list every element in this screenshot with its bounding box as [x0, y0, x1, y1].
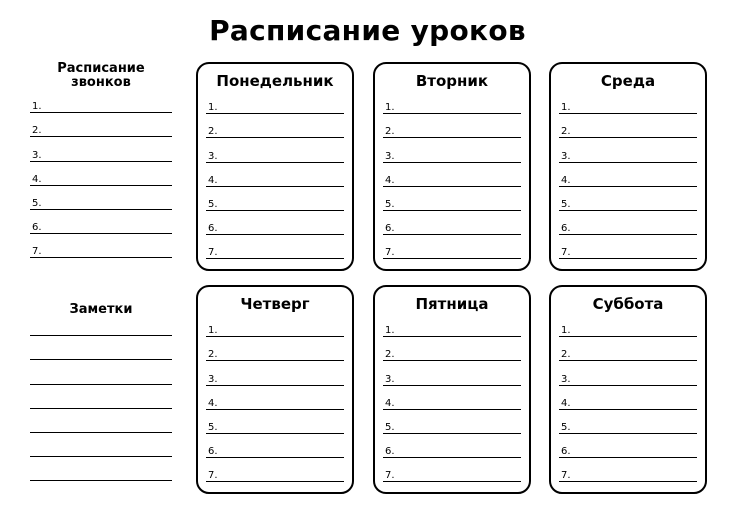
lesson-number: 1. [385, 325, 395, 337]
lesson-number: 7. [385, 470, 395, 482]
bell-line-number: 2. [32, 125, 42, 137]
lesson-line-7[interactable] [206, 235, 344, 259]
lesson-number: 1. [561, 325, 571, 337]
bell-line-number: 3. [32, 149, 42, 161]
lesson-line-1[interactable] [559, 90, 697, 114]
lesson-line-4[interactable] [559, 386, 697, 410]
lesson-number: 7. [561, 247, 571, 259]
notes-line[interactable] [30, 433, 172, 457]
lesson-number: 1. [385, 102, 395, 114]
lesson-lines [559, 313, 697, 482]
lesson-line-6[interactable] [383, 434, 521, 458]
notes-line[interactable] [30, 457, 172, 481]
lesson-line-3[interactable] [206, 138, 344, 162]
lesson-line-4[interactable] [559, 163, 697, 187]
day-card-monday [196, 62, 354, 271]
lesson-number: 4. [208, 397, 218, 409]
lesson-number: 1. [208, 102, 218, 114]
bell-line-5[interactable] [30, 186, 172, 210]
lesson-line-5[interactable] [206, 410, 344, 434]
day-title: Среда [600, 72, 656, 90]
lesson-line-3[interactable] [206, 361, 344, 385]
lesson-line-6[interactable] [559, 211, 697, 235]
lesson-number: 3. [561, 373, 571, 385]
lesson-line-1[interactable] [559, 313, 697, 337]
lesson-number: 5. [208, 198, 218, 210]
lesson-line-1[interactable] [206, 313, 344, 337]
day-card-thursday [196, 285, 354, 494]
lesson-number: 6. [385, 446, 395, 458]
lesson-number: 6. [385, 223, 395, 235]
lesson-lines [383, 313, 521, 482]
bell-line-number: 4. [32, 173, 42, 185]
lesson-line-5[interactable] [383, 410, 521, 434]
lesson-number: 3. [561, 150, 571, 162]
lesson-lines [206, 313, 344, 482]
day-card-saturday [549, 285, 707, 494]
lesson-number: 6. [561, 446, 571, 458]
lesson-lines [206, 90, 344, 259]
lesson-line-4[interactable] [383, 163, 521, 187]
bell-schedule-lines [30, 89, 172, 258]
lesson-number: 6. [208, 446, 218, 458]
lesson-number: 1. [561, 102, 571, 114]
bell-line-7[interactable] [30, 234, 172, 258]
lesson-line-1[interactable] [383, 90, 521, 114]
day-card-friday [373, 285, 531, 494]
lesson-number: 2. [208, 349, 218, 361]
day-card-wednesday [549, 62, 707, 271]
lesson-line-5[interactable] [206, 187, 344, 211]
lesson-number: 6. [208, 223, 218, 235]
lesson-line-4[interactable] [206, 163, 344, 187]
lesson-number: 2. [208, 126, 218, 138]
lesson-number: 5. [208, 421, 218, 433]
page-title: Расписание уроков [209, 14, 526, 47]
day-title: Пятница [415, 295, 489, 313]
notes-line[interactable] [30, 336, 172, 360]
bell-line-1[interactable] [30, 89, 172, 113]
lesson-number: 4. [561, 397, 571, 409]
day-title: Вторник [415, 72, 489, 90]
notes-line[interactable] [30, 360, 172, 384]
lesson-line-6[interactable] [559, 434, 697, 458]
bell-line-number: 1. [32, 101, 42, 113]
lesson-lines [559, 90, 697, 259]
lesson-line-7[interactable] [559, 458, 697, 482]
bell-line-6[interactable] [30, 210, 172, 234]
lesson-number: 5. [385, 421, 395, 433]
lesson-number: 6. [561, 223, 571, 235]
lesson-number: 3. [208, 150, 218, 162]
notes-line[interactable] [30, 385, 172, 409]
lesson-number: 4. [385, 397, 395, 409]
lesson-lines [383, 90, 521, 259]
bell-line-number: 6. [32, 222, 42, 234]
lesson-line-1[interactable] [383, 313, 521, 337]
lesson-number: 2. [561, 126, 571, 138]
day-title: Суббота [592, 295, 664, 313]
lesson-line-2[interactable] [206, 114, 344, 138]
bell-schedule-heading-line2: звонков [71, 75, 131, 90]
lesson-line-2[interactable] [383, 114, 521, 138]
lesson-line-6[interactable] [206, 434, 344, 458]
lesson-line-7[interactable] [559, 235, 697, 259]
bell-schedule-heading-line1: Расписание [57, 61, 145, 76]
lesson-line-6[interactable] [383, 211, 521, 235]
lesson-number: 3. [208, 373, 218, 385]
notes-line[interactable] [30, 312, 172, 336]
day-title: Понедельник [216, 72, 334, 90]
lesson-number: 3. [385, 150, 395, 162]
notes-line[interactable] [30, 409, 172, 433]
notes-lines [30, 312, 172, 481]
lesson-number: 5. [561, 198, 571, 210]
bell-line-4[interactable] [30, 162, 172, 186]
day-title: Четверг [240, 295, 310, 313]
lesson-number: 5. [561, 421, 571, 433]
day-card-tuesday [373, 62, 531, 271]
lesson-number: 4. [385, 174, 395, 186]
lesson-number: 7. [561, 470, 571, 482]
bell-line-number: 7. [32, 246, 42, 258]
lesson-line-3[interactable] [559, 361, 697, 385]
lesson-line-3[interactable] [559, 138, 697, 162]
lesson-line-2[interactable] [559, 337, 697, 361]
lesson-number: 3. [385, 373, 395, 385]
lesson-number: 1. [208, 325, 218, 337]
lesson-number: 7. [385, 247, 395, 259]
bell-schedule-heading [40, 62, 162, 90]
notes-heading: Заметки [69, 302, 133, 317]
lesson-number: 2. [561, 349, 571, 361]
bell-line-2[interactable] [30, 113, 172, 137]
lesson-line-6[interactable] [206, 211, 344, 235]
lesson-line-2[interactable] [206, 337, 344, 361]
lesson-line-4[interactable] [383, 386, 521, 410]
lesson-line-3[interactable] [383, 361, 521, 385]
lesson-line-7[interactable] [383, 458, 521, 482]
lesson-line-4[interactable] [206, 386, 344, 410]
lesson-number: 4. [208, 174, 218, 186]
lesson-number: 2. [385, 126, 395, 138]
lesson-line-1[interactable] [206, 90, 344, 114]
lesson-number: 7. [208, 247, 218, 259]
lesson-line-5[interactable] [559, 410, 697, 434]
lesson-line-3[interactable] [383, 138, 521, 162]
bell-line-number: 5. [32, 197, 42, 209]
lesson-number: 7. [208, 470, 218, 482]
lesson-number: 2. [385, 349, 395, 361]
lesson-line-2[interactable] [383, 337, 521, 361]
lesson-line-5[interactable] [383, 187, 521, 211]
lesson-line-7[interactable] [206, 458, 344, 482]
lesson-line-5[interactable] [559, 187, 697, 211]
bell-line-3[interactable] [30, 137, 172, 161]
lesson-line-2[interactable] [559, 114, 697, 138]
lesson-number: 5. [385, 198, 395, 210]
lesson-line-7[interactable] [383, 235, 521, 259]
lesson-number: 4. [561, 174, 571, 186]
